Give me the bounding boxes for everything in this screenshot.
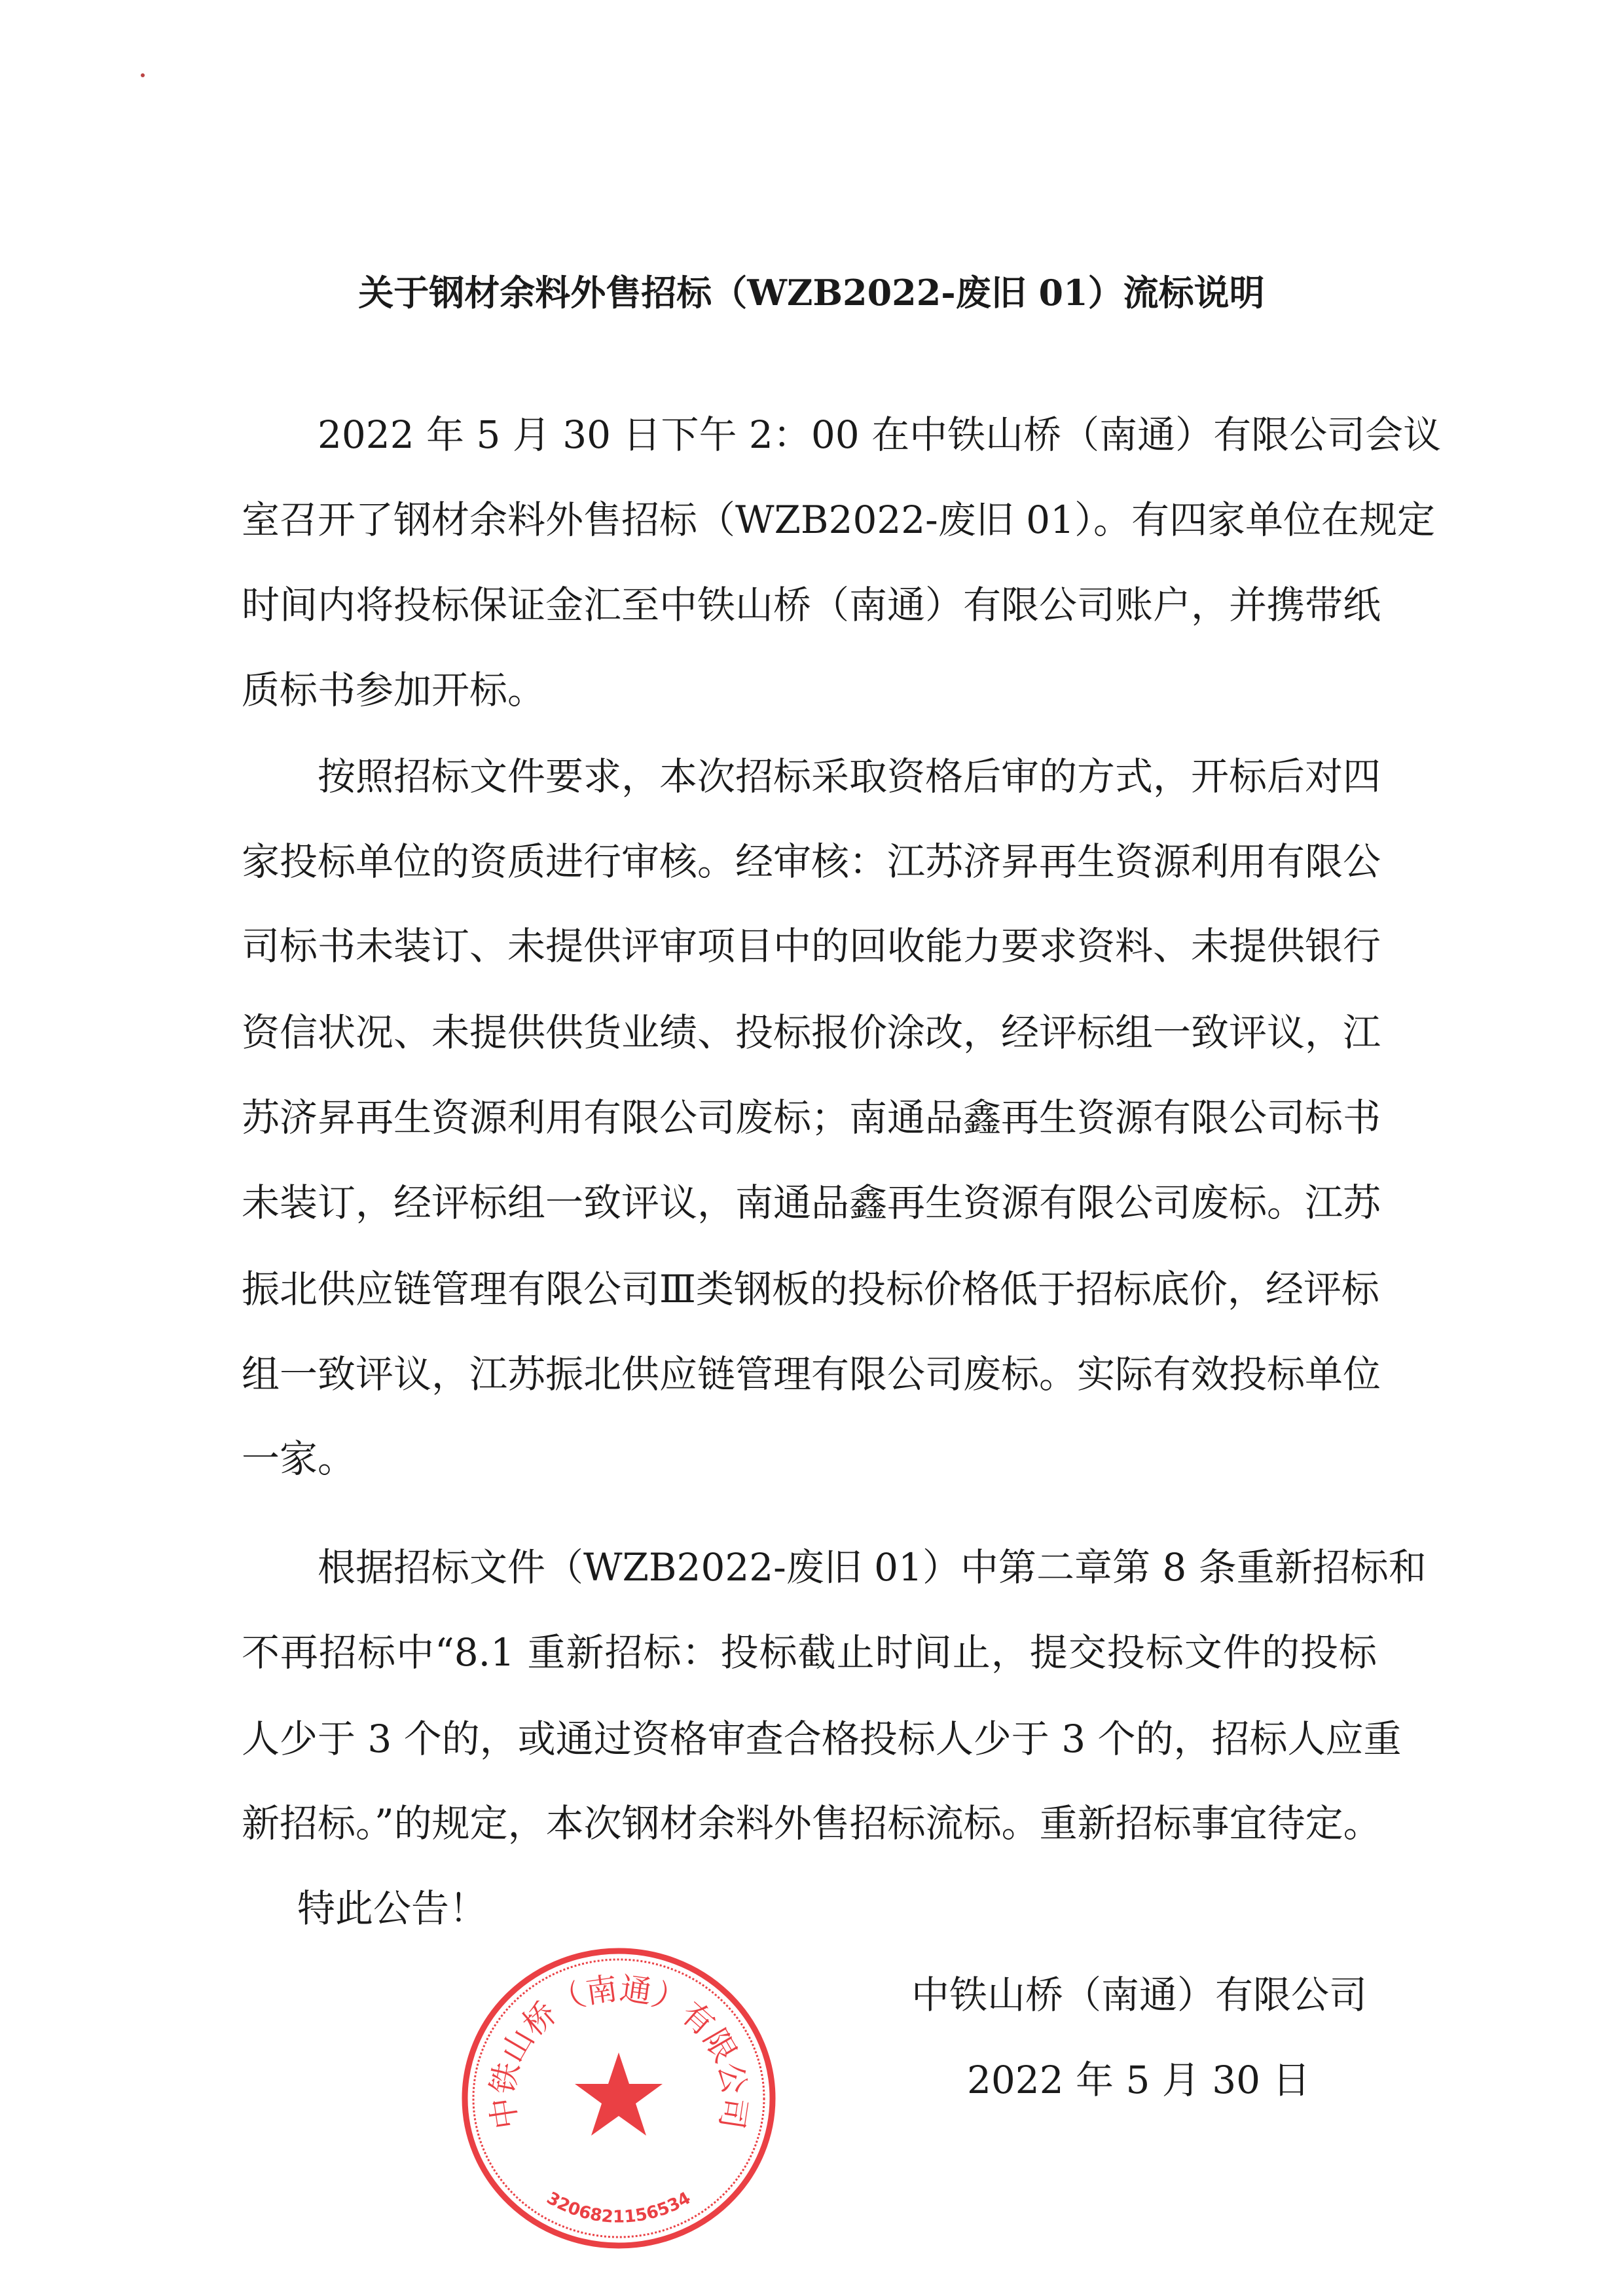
seal-text: 中铁山桥（南通）有限公司 <box>484 1970 754 2132</box>
paragraph-2-line: 资信状况、未提供供货业绩、投标报价涂改，经评标组一致评议，江 <box>242 1010 1381 1055</box>
paragraph-2-line: 按照招标文件要求，本次招标采取资格后审的方式，开标后对四 <box>318 754 1381 799</box>
paragraph-1-line: 2022 年 5 月 30 日下午 2：00 在中铁山桥（南通）有限公司会议 <box>318 412 1442 457</box>
paragraph-1-line: 时间内将投标保证金汇至中铁山桥（南通）有限公司账户，并携带纸 <box>242 583 1381 627</box>
paragraph-2-line: 司标书未装订、未提供评审项目中的回收能力要求资料、未提供银行 <box>242 924 1381 968</box>
scan-speck <box>141 73 145 77</box>
company-seal <box>458 1944 779 2252</box>
paragraph-3-line: 根据招标文件（WZB2022-废旧 01）中第二章第 8 条重新招标和 <box>318 1545 1427 1590</box>
paragraph-1-line: 质标书参加开标。 <box>242 668 546 712</box>
paragraph-2-line: 一家。 <box>242 1436 356 1481</box>
paragraph-3-line: 不再招标中“8.1 重新招标：投标截止时间止，提交投标文件的投标 <box>242 1630 1377 1675</box>
signature-date: 2022 年 5 月 30 日 <box>967 2058 1311 2102</box>
paragraph-2-line: 家投标单位的资质进行审核。经审核：江苏济昇再生资源利用有限公 <box>242 839 1381 884</box>
document-title: 关于钢材余料外售招标（WZB2022-废旧 01）流标说明 <box>358 272 1265 314</box>
paragraph-2-line: 组一致评议，江苏振北供应链管理有限公司废标。实际有效投标单位 <box>242 1352 1381 1396</box>
paragraph-3-line: 新招标。”的规定，本次钢材余料外售招标流标。重新招标事宜待定。 <box>242 1801 1381 1846</box>
paragraph-2-line: 苏济昇再生资源利用有限公司废标；南通品鑫再生资源有限公司标书 <box>242 1095 1381 1140</box>
paragraph-3-line: 人少于 3 个的，或通过资格审查合格投标人少于 3 个的，招标人应重 <box>242 1717 1402 1761</box>
paragraph-2-line: 振北供应链管理有限公司Ⅲ类钢板的投标价格低于招标底价，经评标 <box>242 1267 1379 1311</box>
signature-company: 中铁山桥（南通）有限公司 <box>911 1973 1368 2017</box>
paragraph-1-line: 室召开了钢材余料外售招标（WZB2022-废旧 01）。有四家单位在规定 <box>242 498 1435 542</box>
seal-star-icon <box>575 2052 663 2136</box>
closing-text: 特此公告！ <box>297 1886 488 1931</box>
seal-code: 3206821156534 <box>543 2188 695 2227</box>
paragraph-2-line: 未装订，经评标组一致评议，南通品鑫再生资源有限公司废标。江苏 <box>242 1180 1381 1225</box>
